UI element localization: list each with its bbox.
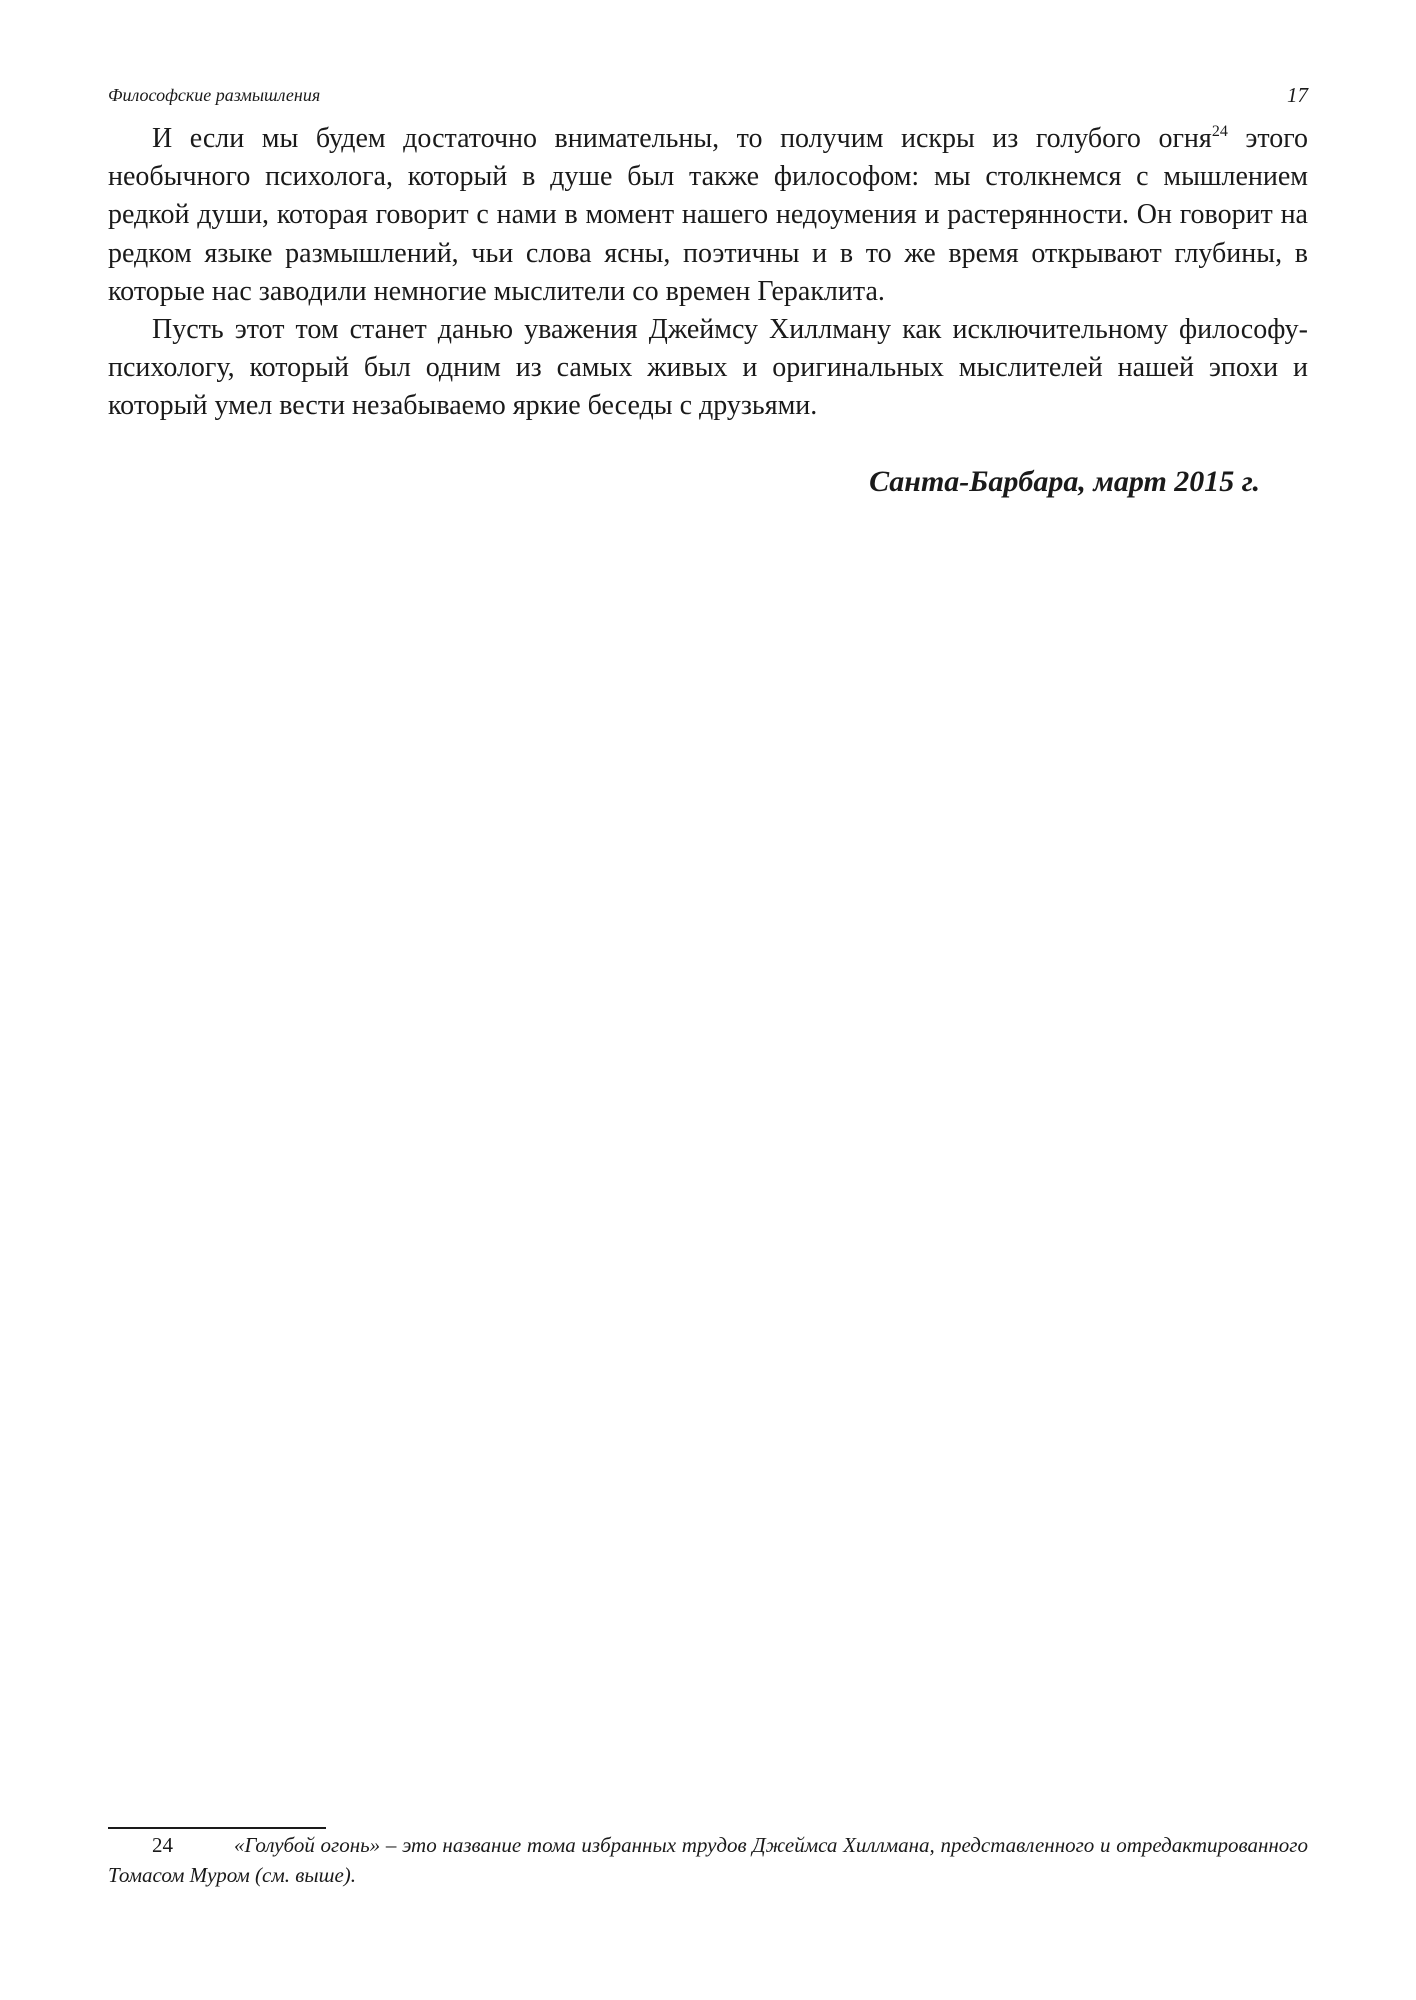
running-head-title: Философские размышления (108, 85, 321, 105)
footnote (108, 1830, 1308, 1890)
paragraph-text: И если мы будем достаточно внимательны, то получим искры из голубого огня (152, 123, 1212, 154)
footnote-separator (108, 1827, 326, 1829)
paragraph: Пусть этот том станет данью уважения Джеймсу Хиллману как исключительному философу-психологу, который был одним из самых живых и оригинальных мыслителей нашей эпохи и который умел вести незабываемо яркие беседы с друзьями. (108, 314, 1308, 422)
running-head (108, 82, 1308, 108)
footnote-number: 24 (152, 1833, 173, 1857)
paragraph-text: этого необычного психолога, который в душе был также философом: мы столкнемся с мышлением редкой души, которая говорит с нами в момент нашего недоумения и растерянности. Он говорит на редком языке размышлений, чьи слова ясны, поэтичны и в то же время открывают глубины, в которые нас заводили немногие мыслители со времен Гераклита. (108, 123, 1309, 307)
body-text (108, 120, 1308, 426)
paragraph (108, 120, 1308, 311)
place-date-signature: Санта-Барбара, март 2015 г. (869, 465, 1260, 498)
footnote-reference[interactable]: 24 (1211, 123, 1228, 140)
footnote-text: «Голубой огонь» – это название тома избранных трудов Джеймса Хиллмана, представленного и отредактированного Томасом Муром (см. выше). (108, 1833, 1308, 1887)
page-number: 17 (1287, 83, 1308, 107)
